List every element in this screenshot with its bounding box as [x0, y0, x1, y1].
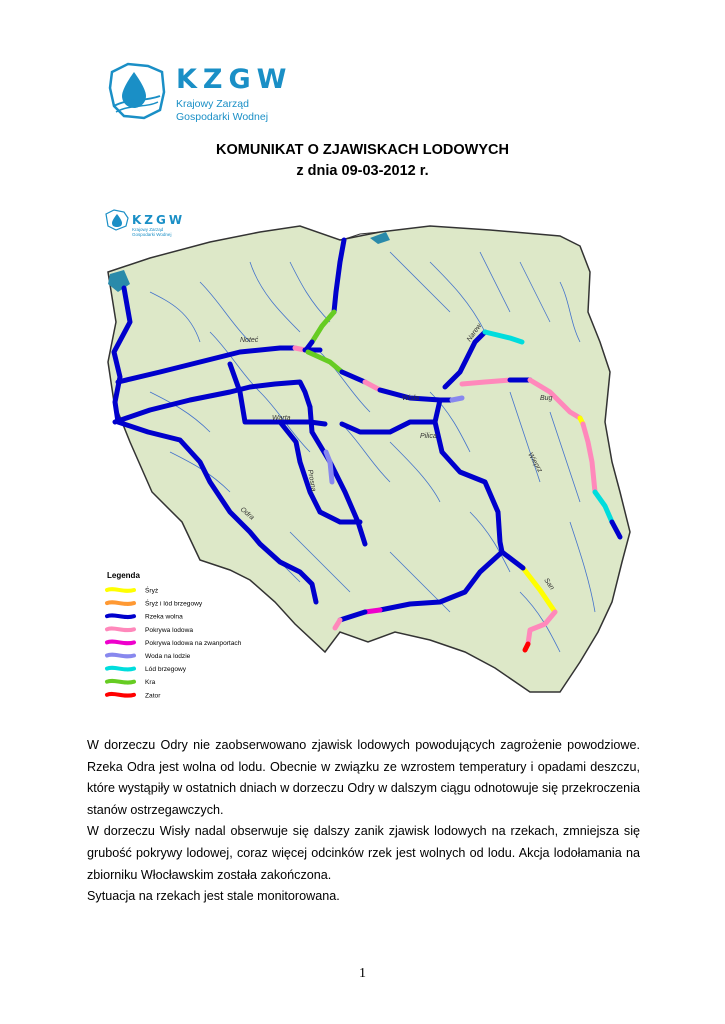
legend-label: Śryż i lód brzegowy [145, 600, 203, 608]
label-narew: Narew [465, 322, 484, 344]
paragraph-wisla: W dorzeczu Wisły nadal obserwuje się dalszy zanik zjawisk lodowych na rzekach, zmniejsza się grubość pokrywy lodowej, coraz więcej odcinków rzek jest wolnych od lodu. Akcja lodołamania na zbiorniku Włocławskim została zakończona. [87, 824, 640, 882]
paragraph-monitoring: Sytuacja na rzekach jest stale monitorowana. [87, 889, 340, 904]
legend-swatch [107, 668, 134, 670]
legend-swatch [107, 615, 134, 617]
logo-line1: Krajowy Zarząd [176, 98, 249, 110]
kzgw-emblem-icon [104, 58, 170, 124]
map-logo [106, 210, 185, 237]
legend-title: Legenda [107, 571, 140, 580]
legend-label: Zator [145, 692, 161, 700]
legend-label: Woda na lodzie [145, 653, 191, 660]
poland-map-svg [90, 192, 640, 702]
legend-swatch [107, 694, 134, 696]
label-notec: Noteć [240, 337, 259, 344]
logo-brand: KZGW [176, 64, 293, 95]
kzgw-logo [104, 58, 294, 138]
page-number: 1 [359, 966, 366, 981]
label-prosna: Prosna [306, 469, 317, 493]
legend-label: Pokrywa lodowa na zwanportach [145, 639, 242, 647]
legend-label: Śryż [145, 587, 159, 595]
label-pilica: Pilica [420, 433, 437, 440]
map-legend [107, 571, 242, 699]
map-logo-line1: Krajowy Zarząd [132, 227, 164, 232]
legend-swatch [107, 628, 134, 630]
label-san: San [542, 577, 556, 592]
map-logo-line2: Gospodarki Wodnej [132, 232, 172, 237]
legend-label: Kra [145, 679, 156, 687]
report-title: KOMUNIKAT O ZJAWISKACH LODOWYCH [216, 142, 509, 158]
label-wisla: Wisła [402, 395, 420, 402]
label-odra: Odra [238, 506, 256, 522]
ice-phenomena-map [90, 192, 640, 702]
legend-swatch [107, 602, 134, 604]
legend-swatch [107, 589, 134, 591]
map-logo-brand: KZGW [132, 213, 186, 227]
legend-label: Lód brzegowy [145, 666, 187, 674]
poland-outline [108, 226, 630, 692]
label-bug: Bug [540, 395, 553, 402]
legend-swatch [107, 681, 134, 683]
logo-line2: Gospodarki Wodnej [176, 111, 269, 123]
report-date: z dnia 09-03-2012 r. [296, 163, 429, 179]
paragraph-odra: W dorzeczu Odry nie zaobserwowano zjawisk lodowych powodujących zagrożenie powodziowe. Rzeka Odra jest wolna od lodu. Obecnie w związku ze wzrostem temperatury i opadami deszczu, które wystąpiły w ostatnich dniach w dorzeczu Odry w dalszym ciągu odnotowuje się przekroczenia stanów ostrzegawczych. [87, 738, 640, 817]
legend-swatch [107, 642, 134, 644]
legend-swatch [107, 655, 134, 657]
logo-subtitle [176, 98, 268, 124]
report-body [87, 735, 640, 908]
legend-label: Rzeka wolna [145, 613, 183, 621]
label-wieprz: Wieprz [526, 451, 544, 474]
label-warta: Warta [272, 415, 291, 422]
legend-label: Pokrywa lodowa [145, 626, 194, 634]
